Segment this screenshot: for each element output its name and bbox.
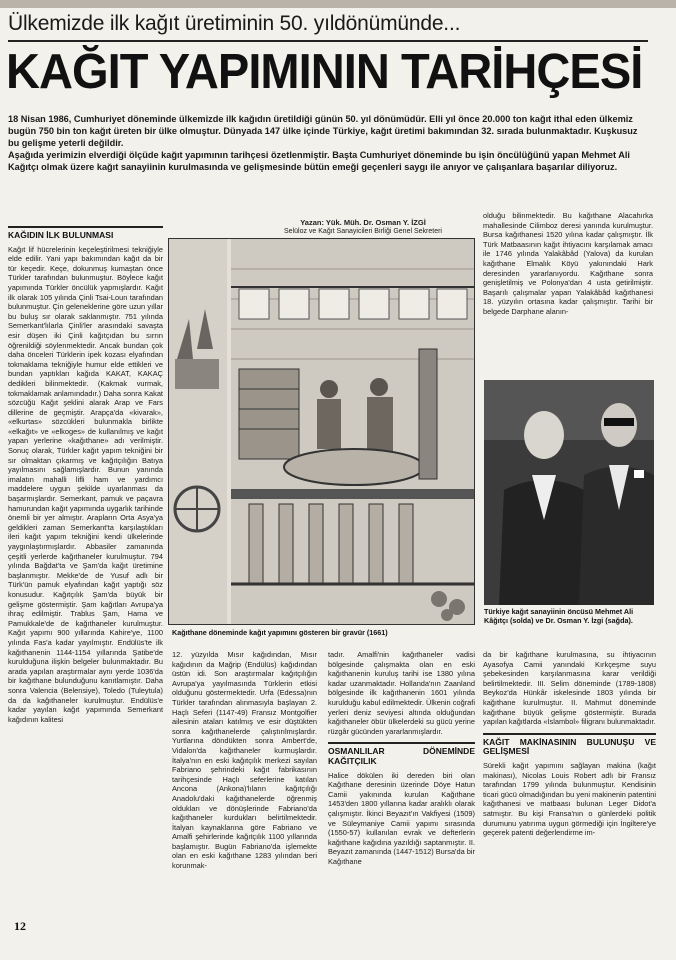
page-title: KAĞIT YAPIMININ TARİHÇESİ	[6, 45, 643, 99]
title-rule	[8, 40, 648, 42]
column-3-text-2: Halice dökülen iki dereden biri olan Kağıthane deresinin üzerinde Döye Hatun Camii yakınında kurulan Kağıthane 1453'den 1800 yıllarına kadar aralıklı olarak çalışmıştır. İkinci Beyazıt'ın Vakfiyesi (1509) ve Süleymaniye Camii yapımı sırasında (1550-57) kullanılan evrak ve defterlerin kağıthane kağıdına yazıldığı saptanmıştır. II. Beyazıt zamanında (1447-1512) Bursa'da bir Kağıthane	[328, 770, 475, 866]
article-column-4-bottom	[483, 650, 656, 935]
section-heading-kagit-makinasi: KAĞIT MAKİNASININ BULUNUŞU VE GELİŞMESİ	[483, 733, 656, 757]
engraving-illustration	[168, 238, 475, 625]
intro-text	[8, 113, 638, 173]
article-column-3	[328, 650, 475, 935]
intro-paragraph-2: Aşağıda yerimizin elverdiği ölçüde kağıt yapımının tarihçesi özetlenmiştir. Başta Cumhuriyet döneminde bu işin öncülüğünü yapan Mehmet Ali Kağıtçı olmak üzere kağıt sanayiinin kurulmasında ve gelişmesinde bütün emeği geçenleri saygı ile anıyor ve çalışanlara başarılar diliyoruz.	[8, 150, 630, 172]
byline-affiliation: Selüloz ve Kağıt Sanayicileri Birliği Genel Sekreteri	[284, 228, 442, 235]
column-4-text-bottom: da bir kağıthane kurulmasına, su ihtiyacının Ayasofya Camii yanındaki Kırkçeşme suyu şebekesinden karşılanmasına karar verildiği belirtilmektedir. III. Selim döneminde (1789-1808) Beykoz'da Hünkâr iskelesinde 1803 yılında bir kağıthane kurulmuştur. II. Mahmut döneminde kağıthane büyük gelişme göstermiştir. Burada yapılan kağıtlarda «İslambol» filigranı bulunmaktadır.	[483, 650, 656, 727]
figure-caption: Kağıthane döneminde kağıt yapımını gösteren bir gravür (1661)	[172, 628, 388, 637]
article-column-4-top	[483, 211, 653, 376]
section-heading-osmanlilar: OSMANLILAR DÖNEMİNDE KAĞITÇILIK	[328, 742, 475, 766]
top-edge	[0, 0, 676, 8]
engraving-drawing	[169, 239, 474, 624]
column-3-text-1: tadır. Amalfi'nin kağıthaneler vadisi bölgesinde çalışmakta olan en eski kağıthanenin kuruluş tarihi ise 1380 yılına kadar uzanmaktadır. Hollanda'nın Zaanland bölgesinde ilk kağıthanenin 1601 yılında kurulduğu kabul edilmektedir. Ülkenin coğrafi yerleri deniz seviyesi altında olduğundan kağıthaneler öbür ülkelerdeki su gücü yerine rüzgâr gücünden yararlanmışlardır.	[328, 650, 475, 736]
portrait-photo	[484, 380, 654, 605]
intro-paragraph-1: 18 Nisan 1986, Cumhuriyet döneminde ülkemizde ilk kağıdın üretildiği günün 50. yıl dönümüdür. Elli yıl önce 20.000 ton kağıt ithal eden ülkemiz bugün 750 bin ton kağıt üreten bir ülke olmuştur. Dünyada 147 ülke içinde Türkiye, kağıt üretimi bakımından 32. sırada bulunmaktadır. Kuşkusuz bu gelişme yeterli değildir.	[8, 114, 638, 148]
column-1-text: Kağıt lif hücrelerinin keçeleştirilmesi tekniğiyle elde edilir. Yani yapı bakımından kağıt da bir tür keçedir. Keçe, dokunmuş kumaştan önce Türkler tarafından bulunmuştur. Böylece kağıt yapımında Türkler öncülük yapmışlardır. Kağıt ilk olarak 105 yılında Çinli Tsai-Loun tarafından bulunmuştur. Çin geleneklerine göre uzun yıllar bu buluş sır olarak saklanmıştır. 751 yılında Semerkant'lılarla Çinli'ler arasındaki savaşta esir düşen iki Çinli kağıtçıdan bu sırrın öğrenildiği söylenmektedir. Ancak bundan çok daha önceleri Türklerin ipek kozası elyafından tokmaklama tekniğiyle humur elde ettikleri ve bundan yaptıkları kağıda KAKAT, KAKAÇ dedikleri bilinmektedir. (Kakmak vurmak, tokmaklamak anlamındadır.) Daha sonra Kakat sözcüğü Kağıt şeklini alarak Arap ve Fars dillerine de geçmiştir. Arapça'da «kivarak», «elkurtas» sözcükleri bulunmakla birlikte «elkağıt» ve «elkoges» de kullanılmış ve kağıt yapan yerlerine «kağıthane» adı verilmiştir. Sonuç olarak, Türkler kağıt yapım tekniğini bir sır olmaktan çıkarmış ve kağıtçılığın Batıya yayılmasını sağlamışlardır. Bunun yanında imalatın mahalli lifli ham ve yardımcı maddelere uygun şekilde uyarlanması da başarmışlardır. Semerkant, pamuk ve paçavra hamurundan kağıt yapımında uygarlık tarihinde önemli bir yer almıştır. Arapların Orta Asya'ya geldikleri zaman Semerkant'ta karşılaştıkları ileri kağıt yapım tekniğini kendi ülkelerinde yaygınlaştırmışlardır. Abbasiler zamanında çeşitli yerlerde kağıthaneler kurulmuştur. 794 yılında Bağdat'ta ve Şam'da kağıt üretimine başlanmıştır. Mekke'de de Yusuf adlı bir Türk'ün pamuk elyafından kağıt yaptığı söz konusudur. Kağıtçılık Şam'da büyük bir gelişme göstermiştir. Şam kağıtları Avrupa'ya ihraç edilmiştir. Trablus Şam, Hama ve Pamukkale'de de kağıthaneler kurulmuştur. Kağıt yapımı 900 yıllarında Kahire'ye, 1100 yılında Fas'a kadar yayılmıştır. Endülüs'te ilk kağıthanenin 1144-1154 yıllarında Şatibe'de kurulduğuna ilişkin belgeler bulunmaktadır. Bu arada yapılan araştırmalar aynı yerde 1036'da bir kağıthane bulunduğunu kanıtlamıştır. Daha sonra Valencia (Belensiye), Toledo (Tuleytula) da da kağıthaneler kurulmuştur. Endülüs'e kadar yayılan kağıt yapımında Semerkant kağıdının kalitesi	[8, 244, 163, 724]
column-4-text-top: olduğu bilinmektedir. Bu kağıthane Alacahırka mahallesinde Cilimboz deresi yanında kurulmuştur. Bursa kağıthanesi 1520 yılına kadar çalışmıştır. İlk Türk Matbaasının kağıt ihtiyacını karşılamak amacı ile 1746 yılında Yalakâbâd (Yalova) da kurulan kağıthane Elmalık Köyü yakınındaki Hark deresinden yararlanıyordu. Kağıthane sonra genişletilmiş ve Polonya'dan 4 usta getirilmiştir. Başarılı çalışmalar yapan Yalakâbâd kağıthanesi 18. yüzyılın ortasına kadar çalışmıştır. Tarihi bir belgede Darphane alanın-	[483, 211, 653, 316]
section-heading-ilk-bulunmasi: KAĞIDIN İLK BULUNMASI	[8, 226, 163, 241]
supertitle: Ülkemizde ilk kağıt üretiminin 50. yıldönümünde...	[8, 12, 461, 35]
article-column-2	[172, 650, 317, 935]
photo-caption: Türkiye kağıt sanayiinin öncüsü Mehmet Ali Kâğıtçı (solda) ve Dr. Osman Y. İzgi (sağda).	[484, 607, 634, 625]
article-column-1	[8, 226, 163, 926]
page-number: 12	[14, 919, 26, 933]
portrait-photo-drawing	[484, 380, 654, 605]
column-2-text: 12. yüzyılda Mısır kağıdından, Mısır kağıdının da Mağrip (Endülüs) kağıdından üstün idi. Son araştırmalar kağıtçılığın Avrupa'ya yayılmasında Türklerin etkisi olduğunu göstermektedir. Urfa (Edessa)nın Türkler tarafından alınmasıyla başlayan 2. Haçlı Seferi (1147-49) Fransız Montgolfier ailesinin ataları katılmış ve esir düştükten sonra kağıthanelerde çalıştırılmışlardır. Yurtlarına döndükten sonra Ambert'de, Vidalon'da kağıthaneler kurmuşlardır. İtalya'nın en eski kağıtçılık merkezi sayılan Fabriano şehrindeki kağıt fabrikasının tarihçesinde Haçlı seferlerine katılan Ancona (Ankona)'lıların kağıtçılığı Anadolu'daki kağıthanelerde öğrenmiş oldukları ve dönüşlerinde Fabriano'da kağıthaneler kurdukları belirtilmektedir. İtalyan kaynaklarına göre Fabriano ve Amalfi şehirlerinde kağıtçılık 1100 yıllarında başlamıştır. Bugün Fabriano'da işlemekte olan en eski kağıthane 1283 yılından beri korunmak-	[172, 650, 317, 871]
byline	[243, 218, 483, 236]
byline-author: Yazan: Yük. Müh. Dr. Osman Y. İZGİ	[300, 218, 426, 227]
column-4-text-end: Sürekli kağıt yapımını sağlayan makina (kağıt makinası), Nicolas Louis Robert adlı bir Fransız tarafından 1799 yılında bulunmuştur. Kendisinin ticari gücü olmadığından bu yeni makinenin patentini kağıthanesi ve matbaası bulunan Leger Didot'a satmıştır. Bu kişi Fransa'nın o günlerdeki politik durumunu yatırıma uygun görmediği için İngiltere'ye geçerek patenti değerlendirme im-	[483, 760, 656, 838]
